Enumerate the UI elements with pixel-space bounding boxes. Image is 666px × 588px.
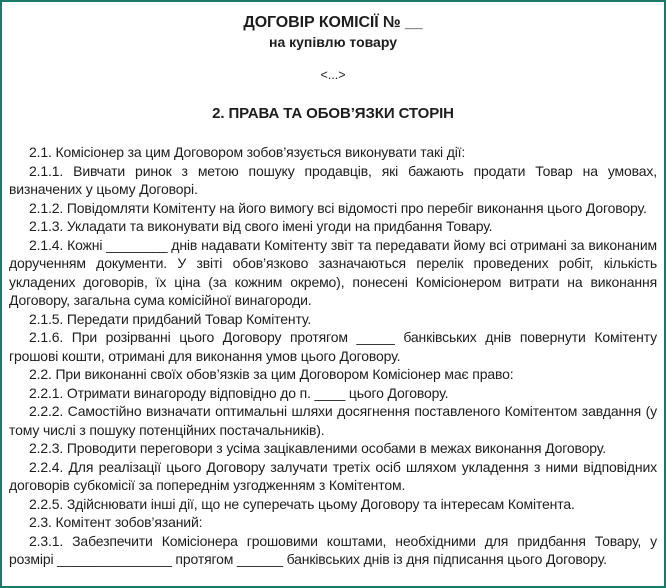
clause-2-2-2: 2.2.2. Самостійно визначати оптимальні шляхи досягнення поставленого Комітентом завдання (у тому числі з пошуку потенційних постачальників). [9, 403, 657, 438]
clause-2-1-1: 2.1.1. Вивчати ринок з метою пошуку продавців, які бажають продати Товар на умовах, визначених у цьому Договорі. [9, 162, 657, 197]
clause-2-1-3: 2.1.3. Укладати та виконувати від свого імені угоди на придбання Товару. [29, 218, 493, 234]
document-subtitle: на купівлю товару [268, 34, 398, 50]
clause-2-3: 2.3. Комітент зобов’язаний: [29, 514, 203, 530]
clause-2-1-5: 2.1.5. Передати придбаний Товар Комітенту. [29, 310, 312, 327]
document-title: ДОГОВІР КОМІСІЇ № __ [243, 14, 423, 31]
clause-2-2-3: 2.2.3. Проводити переговори з усіма зацікавленими особами в межах виконання Договору. [29, 440, 606, 456]
clause-2-1: 2.1. Комісіонер за цим Договором зобов’язується виконувати такі дії: [29, 144, 466, 160]
section-heading-rights-and-obligations: 2. ПРАВА ТА ОБОВ’ЯЗКИ СТОРІН [212, 105, 454, 122]
clause-2-1-2: 2.1.2. Повідомляти Комітенту на його вимогу всі відомості про перебіг виконання цього Договору. [29, 199, 647, 216]
clause-2-2: 2.2. При виконанні своїх обов’язків за цим Договором Комісіонер має право: [29, 366, 514, 382]
clause-2-1-6: 2.1.6. При розірванні цього Договору протягом _____ банківських днів повернути Комітенту грошові кошти, отримані для виконання умов цього Договору. [9, 329, 657, 364]
clause-2-2-5: 2.2.5. Здійснювати інші дії, що не суперечать цьому Договору та інтересам Комітента. [29, 495, 575, 512]
contract-body [9, 143, 657, 569]
omitted-text-marker: <...> [320, 68, 346, 82]
clause-2-1-4: 2.1.4. Кожні ________ днів надавати Комітенту звіт та передавати йому всі отримані за виконаним дорученням документи. У звіті обов’язково зазначаються перелік проведених робіт, кількість укладених договорів, їх ціна (за кожним окремо), понесені Комісіонером витрати на виконання Договору, загальна сума комісійної винагороди. [9, 236, 657, 308]
clause-2-3-1: 2.3.1. Забезпечити Комісіонера грошовими коштами, необхідними для придбання Товару, у розмірі _______________ протягом ______ банківських днів із дня підписання цього Договору. [9, 532, 657, 567]
clause-2-2-1: 2.2.1. Отримати винагороду відповідно до п. ____ цього Договору. [29, 384, 449, 401]
clause-2-2-4: 2.2.4. Для реалізації цього Договору залучати третіх осіб шляхом укладення з ними відповідних договорів субкомісії за попереднім узгодженням з Комітентом. [9, 458, 657, 493]
